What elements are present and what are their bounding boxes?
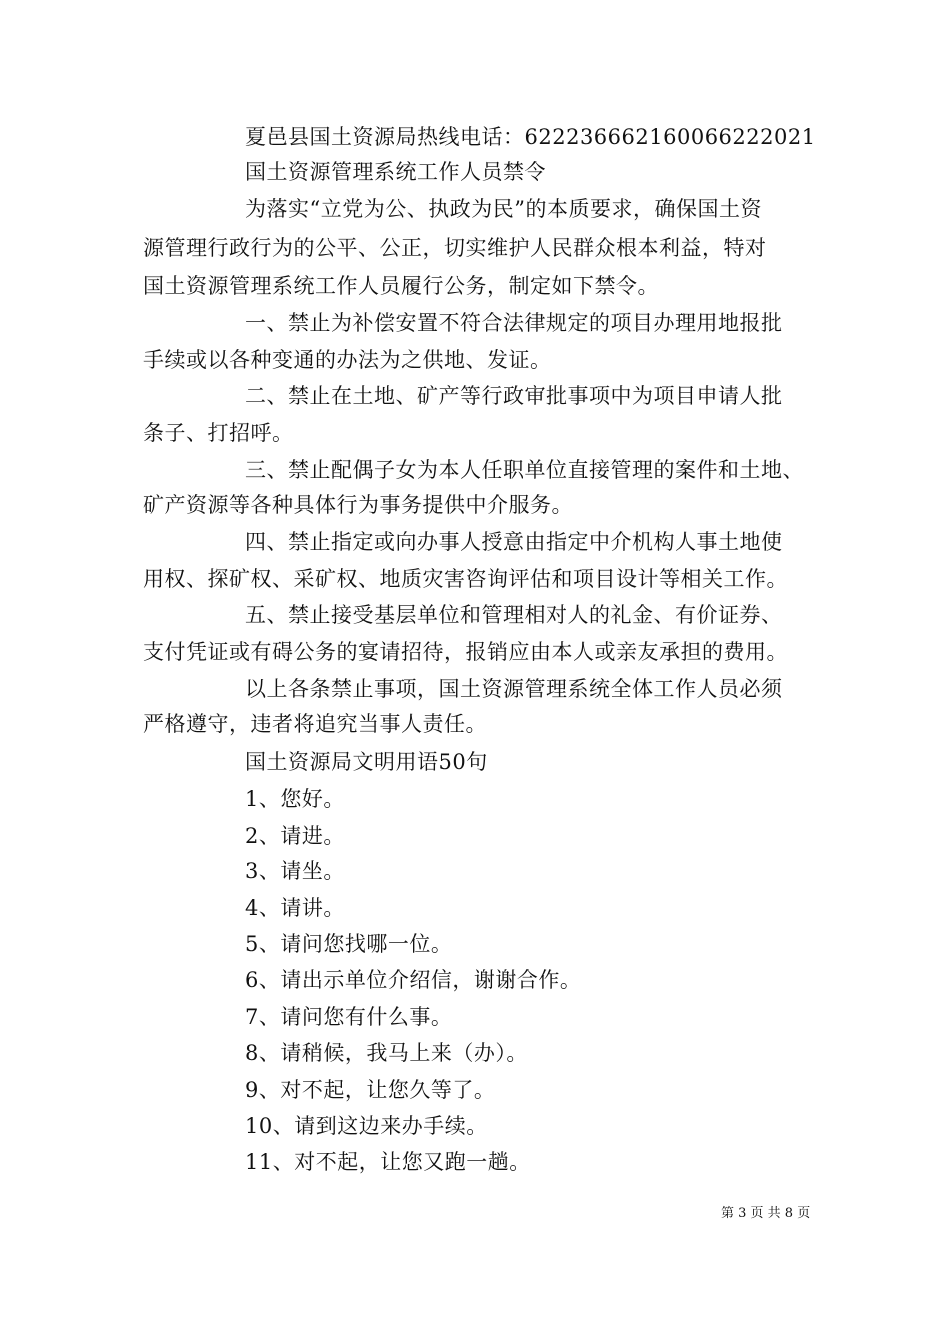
intro-line-1: 为落实“立党为公、执政为民”的本质要求，确保国土资 — [245, 197, 762, 221]
ban-title: 国土资源管理系统工作人员禁令 — [245, 160, 546, 184]
phrase-item: 5、请问您找哪一位。 — [245, 932, 453, 956]
closing-line-2: 严格遵守，违者将追究当事人责任。 — [143, 712, 487, 736]
phrase-item: 3、请坐。 — [245, 859, 345, 883]
ban-item-1-line-1: 一、禁止为补偿安置不符合法律规定的项目办理用地报批 — [245, 311, 783, 335]
phrase-item: 11、对不起，让您又跑一趟。 — [245, 1150, 531, 1174]
phrase-item: 6、请出示单位介绍信，谢谢合作。 — [245, 968, 582, 992]
intro-line-2: 源管理行政行为的公平、公正，切实维护人民群众根本利益，特对 — [143, 236, 767, 260]
closing-line-1: 以上各条禁止事项，国土资源管理系统全体工作人员必须 — [245, 677, 783, 701]
hotline-line: 夏邑县国土资源局热线电话：62223666216006622202​1 — [245, 125, 816, 149]
phrase-item: 4、请讲。 — [245, 896, 345, 920]
phrase-item: 10、请到这边来办手续。 — [245, 1114, 488, 1138]
ban-item-3-line-1: 三、禁止配偶子女为本人任职单位直接管理的案件和土地、 — [245, 458, 804, 482]
ban-item-3-line-2: 矿产资源等各种具体行为事务提供中介服务。 — [143, 493, 573, 517]
phrase-item: 1、您好。 — [245, 787, 345, 811]
phrase-item: 9、对不起，让您久等了。 — [245, 1078, 496, 1102]
page-number-footer: 第 3 页 共 8 页 — [721, 1206, 811, 1221]
ban-item-4-line-2: 用权、探矿权、采矿权、地质灾害咨询评估和项目设计等相关工作。 — [143, 567, 788, 591]
ban-item-5-line-1: 五、禁止接受基层单位和管理相对人的礼金、有价证券、 — [245, 603, 783, 627]
phrase-item: 2、请进。 — [245, 824, 345, 848]
phrase-item: 7、请问您有什么事。 — [245, 1005, 453, 1029]
phrase-item: 8、请稍候，我马上来（办）。 — [245, 1041, 528, 1065]
ban-item-2-line-1: 二、禁止在土地、矿产等行政审批事项中为项目申请人批 — [245, 384, 783, 408]
phrases-title: 国土资源局文明用语50句 — [245, 750, 488, 774]
ban-item-5-line-2: 支付凭证或有碍公务的宴请招待，报销应由本人或亲友承担的费用。 — [143, 640, 788, 664]
intro-line-3: 国土资源管理系统工作人员履行公务，制定如下禁令。 — [143, 274, 659, 298]
ban-item-1-line-2: 手续或以各种变通的办法为之供地、发证。 — [143, 348, 552, 372]
ban-item-2-line-2: 条子、打招呼。 — [143, 421, 294, 445]
ban-item-4-line-1: 四、禁止指定或向办事人授意由指定中介机构人事土地使 — [245, 530, 783, 554]
